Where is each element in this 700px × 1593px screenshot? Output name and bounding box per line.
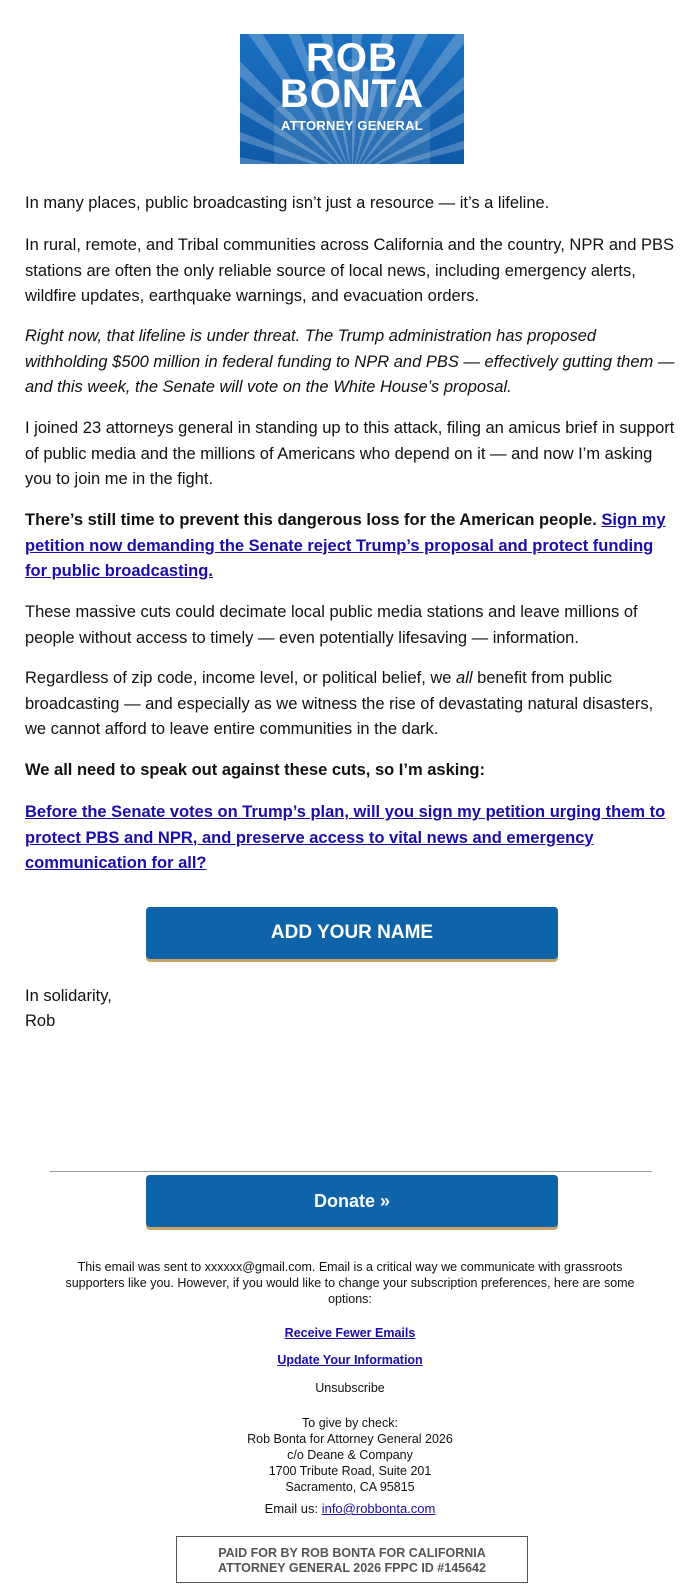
check-street: 1700 Tribute Road, Suite 201	[268, 1464, 432, 1478]
update-info-row	[60, 1352, 640, 1368]
email-us-label: Email us:	[264, 1501, 322, 1516]
check-city: Sacramento, CA 95815	[285, 1480, 415, 1494]
paragraph-amicus-brief: I joined 23 attorneys general in standing up to this attack, filing an amicus brief in support of public media and the millions of Americans who depend on it — and now I’m asking you to join me in the fight.	[25, 419, 675, 488]
update-information-link[interactable]: Update Your Information	[277, 1353, 423, 1367]
receive-fewer-emails-link[interactable]: Receive Fewer Emails	[284, 1326, 416, 1340]
email-address-link[interactable]: info@robbonta.com	[321, 1501, 436, 1516]
donate-button[interactable]: Donate »	[146, 1175, 558, 1227]
check-care-of: c/o Deane & Company	[287, 1448, 413, 1462]
subscription-notice: This email was sent to xxxxxx@gmail.com. Email is a critical way we communicate with grassroots supporters like you. However, if you would like to change your subscription preferences, here are some options:	[65, 1260, 635, 1306]
logo-last-name: BONTA	[279, 72, 425, 116]
sign-petition-link[interactable]: Sign my petition now demanding the Senate reject Trump’s proposal and protect funding for public broadcasting.	[25, 511, 666, 580]
unsubscribe-link[interactable]: Unsubscribe	[315, 1381, 385, 1395]
petition-lead-text: There’s still time to prevent this dangerous loss for the American people.	[25, 511, 597, 529]
signoff: In solidarity,	[25, 987, 112, 1005]
logo-first-name: ROB	[306, 36, 398, 80]
footer-divider	[50, 1171, 652, 1172]
paragraph-threat	[25, 324, 677, 401]
fewer-emails-row	[60, 1325, 640, 1341]
paragraph-rural-communities: In rural, remote, and Tribal communities across California and the country, NPR and PBS stations are often the only reliable source of local news, including emergency alerts, wildfire updates, earthquake warnings, and evacuation orders.	[25, 236, 674, 305]
regardless-text-a: Regardless of zip code, income level, or political belief, we	[25, 669, 457, 687]
petition-ask-link[interactable]: Before the Senate votes on Trump’s plan, will you sign my petition urging them to protect PBS and NPR, and preserve access to vital news and emergency communication for all?	[25, 803, 666, 872]
paid-for-line-1: PAID FOR BY ROB BONTA FOR CALIFORNIA	[218, 1546, 486, 1560]
signature: Rob	[25, 1012, 56, 1030]
check-address-block	[60, 1415, 640, 1495]
paragraph-massive-cuts: These massive cuts could decimate local public media stations and leave millions of people without access to timely — even potentially lifesaving — information.	[25, 603, 638, 647]
check-payee: Rob Bonta for Attorney General 2026	[247, 1432, 453, 1446]
email-us-row	[60, 1501, 640, 1517]
paragraph-regardless	[25, 666, 677, 743]
regardless-text-b: benefit from public broadcasting — and especially as we witness the rise of devastating natural disasters, we cannot afford to leave entire communities in the dark.	[25, 669, 654, 738]
threat-text: Right now, that lifeline is under threat. The Trump administration has proposed withholding $500 million in federal funding to NPR and PBS — effectively gutting them — and this week, the Senate will vote on the White House’s proposal.	[25, 327, 675, 396]
paragraph-lifeline: In many places, public broadcasting isn’t just a resource — it’s a lifeline.	[25, 194, 550, 212]
paid-for-line-2: ATTORNEY GENERAL 2026 FPPC ID #145642	[218, 1561, 486, 1575]
rob-bonta-logo	[240, 34, 464, 164]
paid-for-disclaimer	[176, 1536, 528, 1583]
paragraph-speak-out: We all need to speak out against these cuts, so I’m asking:	[25, 761, 485, 779]
paragraph-petition	[25, 508, 677, 585]
add-your-name-button[interactable]: ADD YOUR NAME	[146, 907, 558, 959]
logo-title: ATTORNEY GENERAL	[280, 118, 424, 133]
check-title: To give by check:	[302, 1416, 398, 1430]
paragraph-petition-ask	[25, 800, 677, 877]
regardless-emphasis: all	[456, 669, 473, 687]
